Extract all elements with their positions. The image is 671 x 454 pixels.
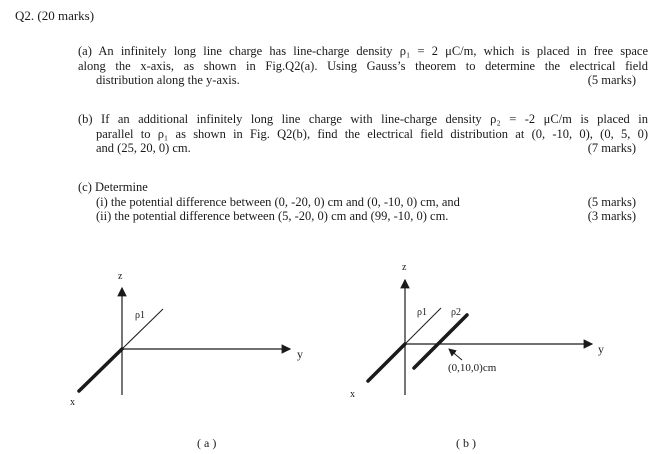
figure-a-y-label: y bbox=[297, 347, 303, 361]
question-title: Q2. (20 marks) bbox=[15, 8, 95, 23]
part-a-marks: (5 marks) bbox=[587, 73, 636, 87]
figure-b-x-label: x bbox=[350, 389, 355, 400]
part-c-line-1: (c) Determine bbox=[78, 180, 148, 194]
figure-b-rho2-label: ρ2 bbox=[451, 307, 461, 318]
figure-a-caption: ( a ) bbox=[197, 436, 217, 450]
figure-a-rho1-label: ρ1 bbox=[135, 310, 145, 321]
figure-b-caption: ( b ) bbox=[456, 436, 476, 450]
part-b-line-1: (b) If an additional infinitely long line charge with line-charge density ρ₂ = -2 μC/m is placed in bbox=[78, 112, 648, 126]
figure-b-z-label: z bbox=[402, 262, 407, 273]
part-a-line-1: (a) An infinitely long line charge has line-charge density ρ₁ = 2 μC/m, which is placed in free space bbox=[78, 44, 648, 58]
figure-b bbox=[350, 262, 604, 450]
part-c-item-2-text: (ii) the potential difference between (5, -20, 0) cm and (99, -10, 0) cm. bbox=[96, 209, 449, 223]
part-c-item-2-marks: (3 marks) bbox=[587, 209, 636, 223]
part-b-line-3-text: and (25, 20, 0) cm. bbox=[96, 141, 191, 155]
figure-b-y-label: y bbox=[598, 342, 604, 356]
figure-a-z-label: z bbox=[118, 271, 123, 282]
part-a-line-3-text: distribution along the y-axis. bbox=[96, 73, 240, 87]
part-c-item-1-marks: (5 marks) bbox=[587, 194, 636, 209]
figure-b-line-charge-rho2 bbox=[414, 315, 467, 368]
part-b-marks: (7 marks) bbox=[587, 141, 636, 155]
part-b-line-2: parallel to ρ₁ as shown in Fig. Q2(b), find the electrical field distribution at (0, -10, 0), (0, 5, 0) bbox=[96, 126, 648, 141]
figure-b-point-label: (0,10,0)cm bbox=[448, 362, 497, 374]
figure-a-x-label: x bbox=[70, 397, 75, 408]
figure-b-point-pointer bbox=[449, 349, 462, 360]
figure-a-line-charge-rho1 bbox=[79, 349, 122, 391]
figure-b-rho1-label: ρ1 bbox=[417, 307, 427, 318]
figure-b-line-charge-rho1 bbox=[368, 344, 405, 381]
figure-a bbox=[70, 271, 303, 450]
part-c-item-1-text: (i) the potential difference between (0, -20, 0) cm and (0, -10, 0) cm, and bbox=[96, 194, 460, 209]
part-a-line-2: along the x-axis, as shown in Fig.Q2(a). Using Gauss’s theorem to determine the electrical field bbox=[78, 58, 648, 73]
